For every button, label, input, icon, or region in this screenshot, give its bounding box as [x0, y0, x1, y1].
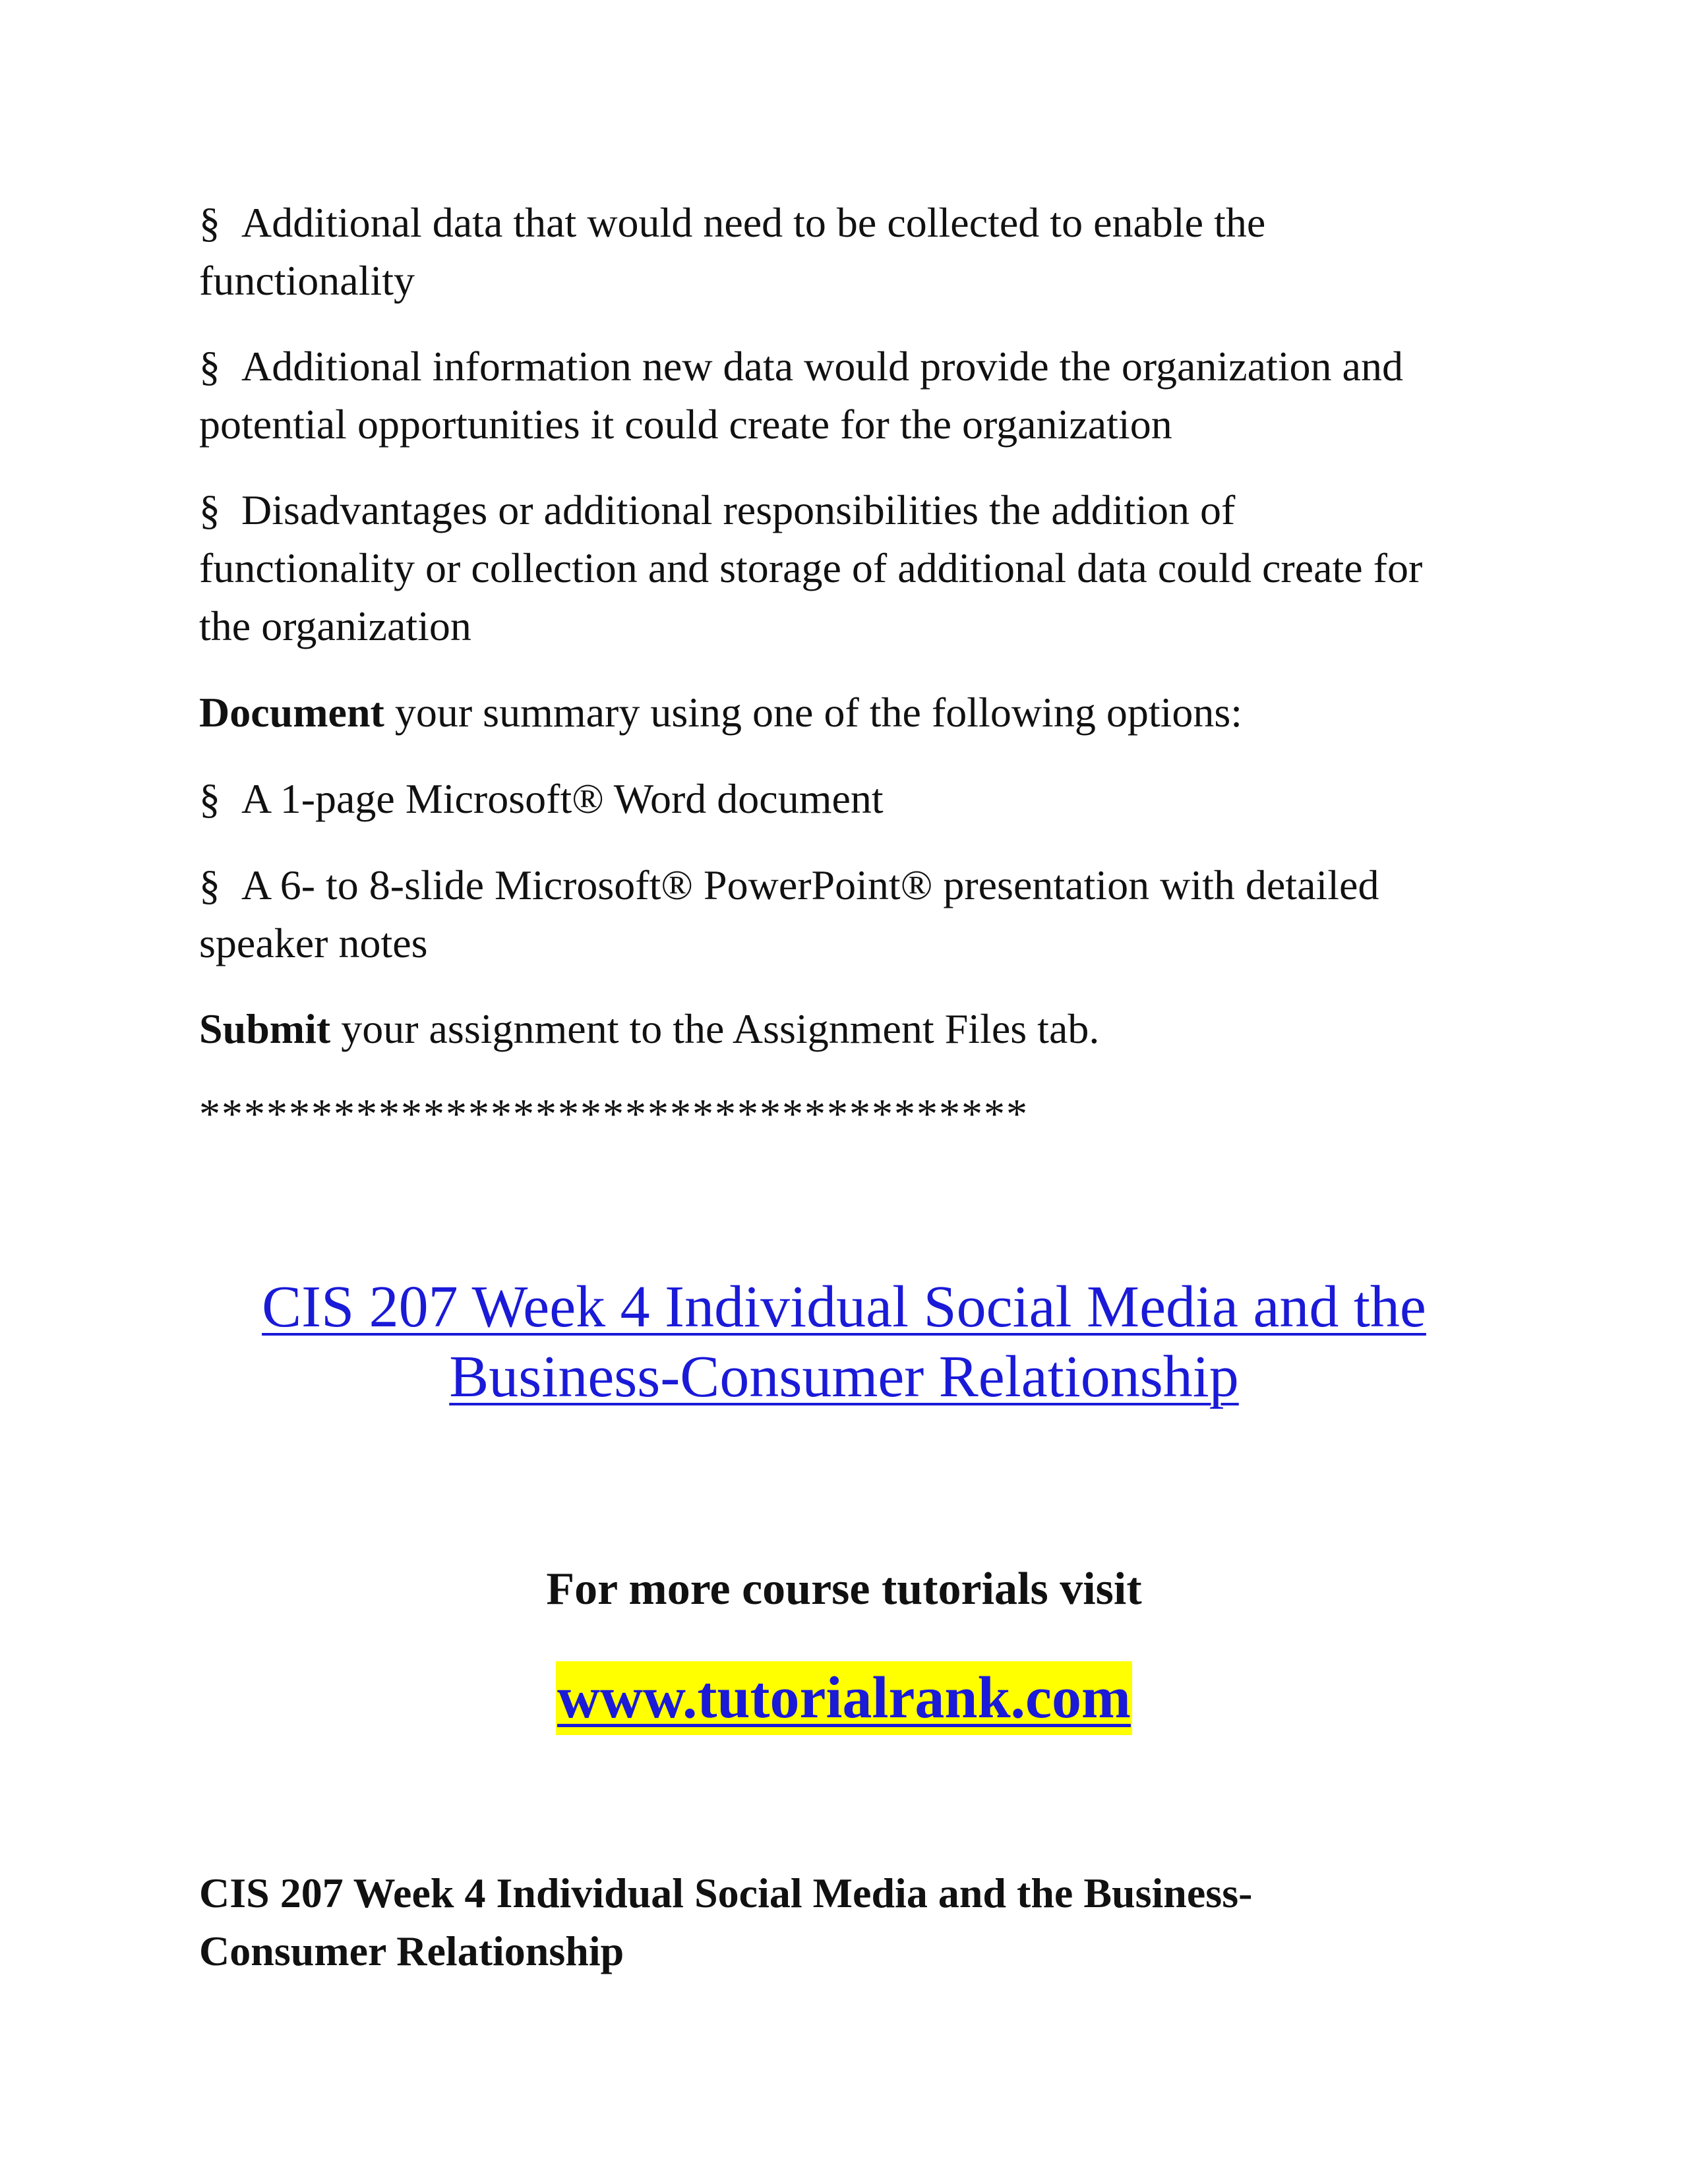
bullet-text-line: Additional information new data would provide the organization and [241, 343, 1403, 390]
bullet-item [199, 194, 1518, 310]
bottom-heading [199, 1864, 1518, 1980]
submit-instruction-text: your assignment to the Assignment Files tab. [330, 1005, 1100, 1052]
section-marker: § [199, 487, 220, 533]
bottom-heading-line: CIS 207 Week 4 Individual Social Media and the Business- [199, 1870, 1253, 1916]
bullet-text-line: functionality or collection and storage of additional data could create for [199, 545, 1423, 591]
option-item [199, 770, 1518, 828]
website-wrapper [0, 1661, 1688, 1735]
bottom-heading-line: Consumer Relationship [199, 1928, 624, 1974]
submit-keyword: Submit [199, 1005, 331, 1052]
course-title-link-line[interactable]: CIS 207 Week 4 Individual Social Media and the [262, 1274, 1426, 1340]
bullet-text-line: the organization [199, 603, 471, 649]
bullet-text-line: potential opportunities it could create for the organization [199, 401, 1172, 448]
document-instruction [199, 684, 1518, 742]
submit-instruction [199, 1000, 1518, 1058]
bullet-text-line: functionality [199, 257, 415, 304]
document-keyword: Document [199, 689, 384, 736]
website-link[interactable]: www.tutorialrank.com [556, 1661, 1132, 1735]
bullet-text-line: Disadvantages or additional responsibilities the addition of [241, 487, 1236, 533]
course-title-link-line[interactable]: Business-Consumer Relationship [449, 1344, 1239, 1409]
option-text-line: A 6- to 8-slide Microsoft® PowerPoint® presentation with detailed [241, 862, 1379, 908]
section-marker: § [199, 343, 220, 390]
separator-stars: ************************************* [199, 1090, 1029, 1137]
option-text-line: speaker notes [199, 920, 428, 966]
section-marker: § [199, 775, 220, 822]
visit-text: For more course tutorials visit [546, 1564, 1142, 1614]
course-title-link[interactable] [0, 1272, 1688, 1412]
bullet-item [199, 338, 1518, 454]
section-marker: § [199, 199, 220, 246]
bullet-text-line: Additional data that would need to be collected to enable the [241, 199, 1266, 246]
document-instruction-text: your summary using one of the following options: [384, 689, 1243, 736]
section-marker: § [199, 862, 220, 908]
option-item [199, 856, 1518, 972]
option-text-line: A 1-page Microsoft® Word document [241, 775, 884, 822]
bullet-item [199, 481, 1518, 655]
